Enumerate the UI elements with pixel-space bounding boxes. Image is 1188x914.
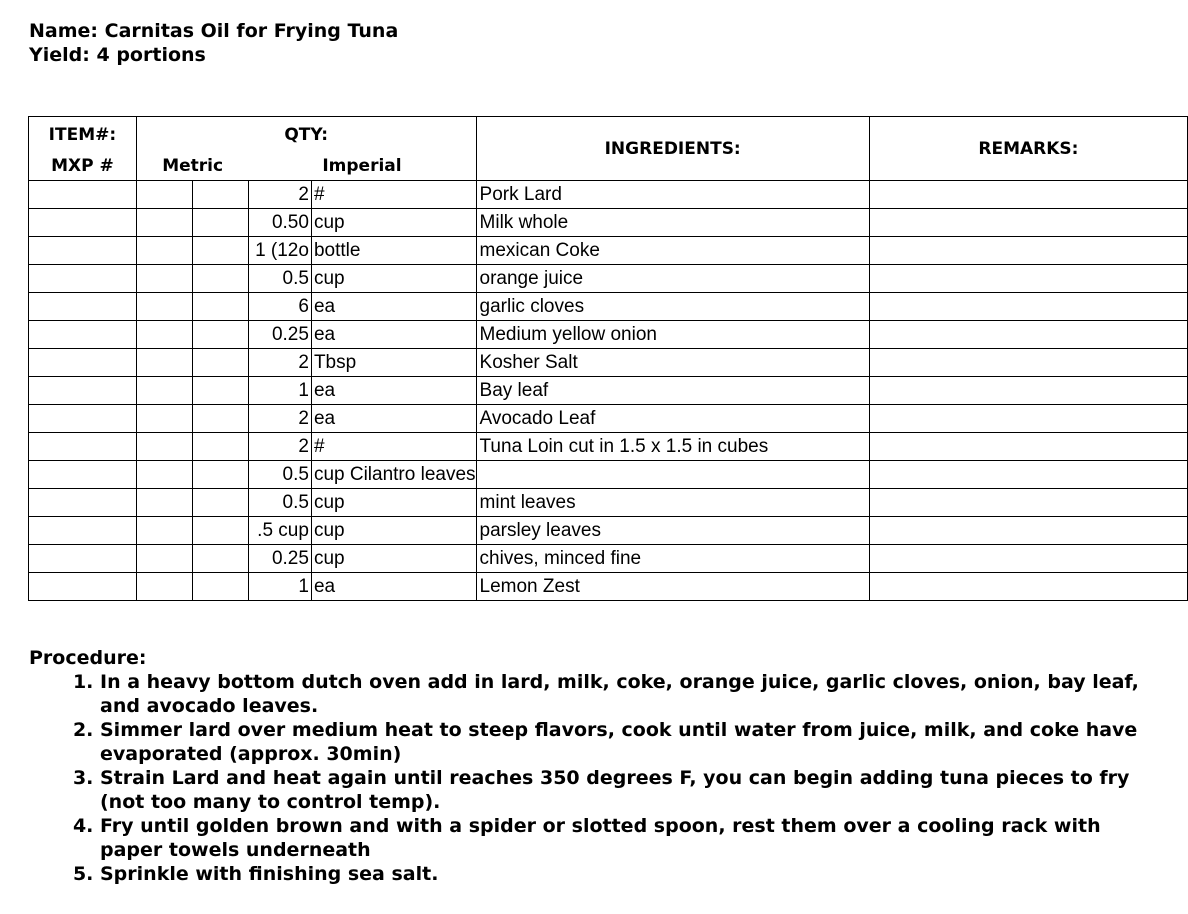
metric-qty-cell bbox=[136, 349, 192, 377]
imperial-qty-cell: 0.5 bbox=[248, 489, 311, 517]
imperial-unit-cell: # bbox=[311, 181, 476, 209]
ingredient-cell: Tuna Loin cut in 1.5 x 1.5 in cubes bbox=[476, 433, 869, 461]
table-row bbox=[29, 377, 1188, 405]
metric-qty-cell bbox=[136, 405, 192, 433]
remarks-cell bbox=[869, 545, 1187, 573]
procedure-step: 5. Sprinkle with finishing sea salt. bbox=[100, 862, 1169, 886]
remarks-cell bbox=[869, 349, 1187, 377]
remarks-cell bbox=[869, 181, 1187, 209]
item-cell bbox=[29, 377, 137, 405]
imperial-unit-cell: cup Cilantro leaves bbox=[311, 461, 476, 489]
ingredients-table bbox=[28, 116, 1188, 601]
table-row bbox=[29, 433, 1188, 461]
remarks-cell bbox=[869, 461, 1187, 489]
procedure-step: 1. In a heavy bottom dutch oven add in lard, milk, coke, orange juice, garlic cloves, onion, bay leaf, and avocado leaves. bbox=[100, 670, 1169, 718]
item-cell bbox=[29, 293, 137, 321]
metric-qty-cell bbox=[136, 377, 192, 405]
ingredient-cell: Milk whole bbox=[476, 209, 869, 237]
metric-qty-cell bbox=[136, 433, 192, 461]
table-row bbox=[29, 405, 1188, 433]
imperial-header: Imperial bbox=[248, 153, 476, 181]
item-cell bbox=[29, 489, 137, 517]
ingredient-cell: Lemon Zest bbox=[476, 573, 869, 601]
table-row bbox=[29, 237, 1188, 265]
imperial-unit-cell: cup bbox=[311, 517, 476, 545]
metric-unit-cell bbox=[192, 377, 248, 405]
recipe-header bbox=[29, 19, 398, 67]
metric-qty-cell bbox=[136, 517, 192, 545]
imperial-qty-cell: 0.50 bbox=[248, 209, 311, 237]
item-cell bbox=[29, 573, 137, 601]
imperial-qty-cell: 1 bbox=[248, 573, 311, 601]
metric-unit-cell bbox=[192, 293, 248, 321]
imperial-unit-cell: # bbox=[311, 433, 476, 461]
recipe-name: Carnitas Oil for Frying Tuna bbox=[104, 20, 399, 42]
metric-qty-cell bbox=[136, 209, 192, 237]
ingredient-cell: Kosher Salt bbox=[476, 349, 869, 377]
metric-unit-cell bbox=[192, 321, 248, 349]
item-cell bbox=[29, 405, 137, 433]
ingredient-cell bbox=[476, 461, 869, 489]
metric-unit-cell bbox=[192, 517, 248, 545]
procedure-step: 3. Strain Lard and heat again until reaches 350 degrees F, you can begin adding tuna pieces to fry (not too many to control temp). bbox=[100, 766, 1169, 814]
imperial-unit-cell: ea bbox=[311, 573, 476, 601]
metric-qty-cell bbox=[136, 573, 192, 601]
table-row bbox=[29, 321, 1188, 349]
metric-header: Metric bbox=[136, 153, 248, 181]
metric-unit-cell bbox=[192, 461, 248, 489]
imperial-qty-cell: .5 cup bbox=[248, 517, 311, 545]
ingredient-cell: parsley leaves bbox=[476, 517, 869, 545]
item-cell bbox=[29, 321, 137, 349]
metric-qty-cell bbox=[136, 461, 192, 489]
procedure-section bbox=[29, 646, 1169, 886]
metric-unit-cell bbox=[192, 405, 248, 433]
imperial-qty-cell: 0.25 bbox=[248, 321, 311, 349]
remarks-cell bbox=[869, 265, 1187, 293]
imperial-unit-cell: ea bbox=[311, 377, 476, 405]
remarks-cell bbox=[869, 517, 1187, 545]
item-cell bbox=[29, 181, 137, 209]
imperial-unit-cell: cup bbox=[311, 545, 476, 573]
procedure-step: 4. Fry until golden brown and with a spider or slotted spoon, rest them over a cooling rack with paper towels underneath bbox=[100, 814, 1169, 862]
metric-unit-cell bbox=[192, 545, 248, 573]
metric-qty-cell bbox=[136, 181, 192, 209]
imperial-qty-cell: 1 (12o bbox=[248, 237, 311, 265]
mxp-header: MXP # bbox=[29, 153, 137, 181]
item-cell bbox=[29, 433, 137, 461]
imperial-qty-cell: 2 bbox=[248, 181, 311, 209]
remarks-cell bbox=[869, 209, 1187, 237]
item-header: ITEM#: bbox=[29, 117, 137, 153]
metric-qty-cell bbox=[136, 489, 192, 517]
table-row bbox=[29, 293, 1188, 321]
ingredient-cell: orange juice bbox=[476, 265, 869, 293]
imperial-qty-cell: 1 bbox=[248, 377, 311, 405]
imperial-unit-cell: bottle bbox=[311, 237, 476, 265]
metric-qty-cell bbox=[136, 293, 192, 321]
imperial-qty-cell: 0.5 bbox=[248, 461, 311, 489]
imperial-unit-cell: cup bbox=[311, 489, 476, 517]
item-cell bbox=[29, 545, 137, 573]
table-row bbox=[29, 265, 1188, 293]
procedure-steps bbox=[29, 670, 1169, 886]
table-row bbox=[29, 517, 1188, 545]
imperial-qty-cell: 0.5 bbox=[248, 265, 311, 293]
ingredient-cell: mint leaves bbox=[476, 489, 869, 517]
metric-unit-cell bbox=[192, 237, 248, 265]
imperial-qty-cell: 0.25 bbox=[248, 545, 311, 573]
metric-unit-cell bbox=[192, 209, 248, 237]
header-row-1 bbox=[29, 117, 1188, 153]
remarks-cell bbox=[869, 377, 1187, 405]
table-row bbox=[29, 209, 1188, 237]
item-cell bbox=[29, 265, 137, 293]
name-label: Name: bbox=[29, 20, 99, 42]
ingredient-cell: garlic cloves bbox=[476, 293, 869, 321]
item-cell bbox=[29, 209, 137, 237]
imperial-unit-cell: cup bbox=[311, 209, 476, 237]
metric-unit-cell bbox=[192, 349, 248, 377]
metric-qty-cell bbox=[136, 545, 192, 573]
remarks-cell bbox=[869, 433, 1187, 461]
ingredient-cell: mexican Coke bbox=[476, 237, 869, 265]
imperial-qty-cell: 2 bbox=[248, 349, 311, 377]
table-row bbox=[29, 181, 1188, 209]
ingredients-header: INGREDIENTS: bbox=[476, 117, 869, 181]
table-row bbox=[29, 461, 1188, 489]
recipe-name-line bbox=[29, 19, 398, 43]
remarks-cell bbox=[869, 321, 1187, 349]
item-cell bbox=[29, 461, 137, 489]
recipe-yield-line bbox=[29, 43, 398, 67]
procedure-title: Procedure: bbox=[29, 647, 147, 669]
metric-unit-cell bbox=[192, 489, 248, 517]
item-cell bbox=[29, 517, 137, 545]
remarks-cell bbox=[869, 573, 1187, 601]
remarks-cell bbox=[869, 293, 1187, 321]
imperial-unit-cell: cup bbox=[311, 265, 476, 293]
ingredient-cell: chives, minced fine bbox=[476, 545, 869, 573]
recipe-yield: 4 portions bbox=[96, 44, 206, 66]
table-row bbox=[29, 545, 1188, 573]
table-row bbox=[29, 489, 1188, 517]
imperial-unit-cell: Tbsp bbox=[311, 349, 476, 377]
metric-qty-cell bbox=[136, 237, 192, 265]
ingredient-cell: Medium yellow onion bbox=[476, 321, 869, 349]
remarks-cell bbox=[869, 237, 1187, 265]
yield-label: Yield: bbox=[29, 44, 90, 66]
table-row bbox=[29, 573, 1188, 601]
qty-header: QTY: bbox=[136, 117, 476, 153]
metric-qty-cell bbox=[136, 321, 192, 349]
ingredient-cell: Avocado Leaf bbox=[476, 405, 869, 433]
metric-unit-cell bbox=[192, 265, 248, 293]
imperial-unit-cell: ea bbox=[311, 321, 476, 349]
remarks-cell bbox=[869, 489, 1187, 517]
procedure-step: 2. Simmer lard over medium heat to steep flavors, cook until water from juice, milk, and coke have evaporated (approx. 30min) bbox=[100, 718, 1169, 766]
metric-unit-cell bbox=[192, 433, 248, 461]
imperial-unit-cell: ea bbox=[311, 293, 476, 321]
imperial-qty-cell: 6 bbox=[248, 293, 311, 321]
item-cell bbox=[29, 349, 137, 377]
imperial-unit-cell: ea bbox=[311, 405, 476, 433]
metric-unit-cell bbox=[192, 181, 248, 209]
item-cell bbox=[29, 237, 137, 265]
remarks-header: REMARKS: bbox=[869, 117, 1187, 181]
imperial-qty-cell: 2 bbox=[248, 433, 311, 461]
remarks-cell bbox=[869, 405, 1187, 433]
table-row bbox=[29, 349, 1188, 377]
metric-unit-cell bbox=[192, 573, 248, 601]
ingredient-cell: Pork Lard bbox=[476, 181, 869, 209]
metric-qty-cell bbox=[136, 265, 192, 293]
ingredient-cell: Bay leaf bbox=[476, 377, 869, 405]
imperial-qty-cell: 2 bbox=[248, 405, 311, 433]
